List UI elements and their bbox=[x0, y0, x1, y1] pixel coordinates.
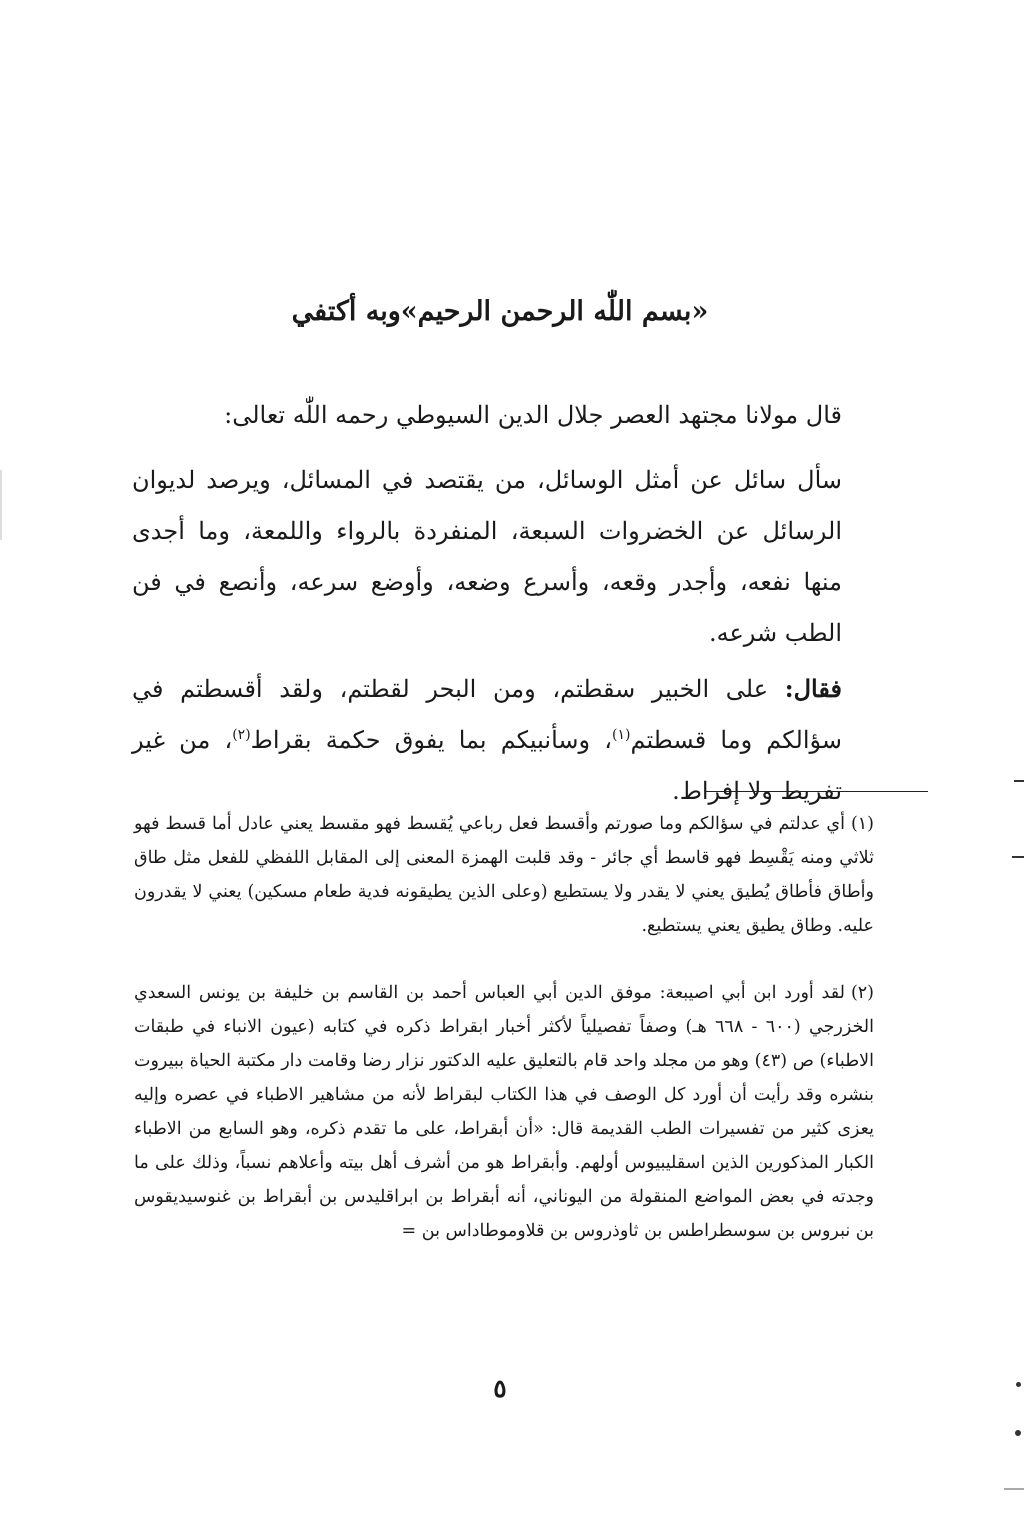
footnote-2 bbox=[134, 976, 874, 1248]
answer-lead-word: فقال: bbox=[784, 674, 842, 703]
answer-text-part2: ، وسأنبيكم بما يفوق حكمة بقراط bbox=[250, 726, 612, 754]
footnote-ref-1[interactable]: (١) bbox=[612, 727, 631, 743]
answer-text-part3: ، من غير تفريط ولا إفراط. bbox=[132, 726, 842, 805]
scan-edge-mark bbox=[1014, 780, 1024, 782]
answer-text-part1: على الخبير سقطتم، ومن البحر لقطتم، ولقد أقسطتم في سؤالكم وما قسطتم bbox=[132, 675, 843, 754]
paragraph-question: سأل سائل عن أمثل الوسائل، من يقتصد في المسائل، ويرصد لديوان الرسائل عن الخضروات السبعة، المنفردة بالرواء واللمعة، وما أجدى منها نفعه، وأجدر وقعه، وأسرع وضعه، وأوضع سرعه، وأنصع في فن الطب شرعه. bbox=[132, 466, 842, 647]
footnote-separator bbox=[706, 791, 928, 792]
basmala-heading: «بسم اللّٰه الرحمن الرحيم»وبه أكتفي bbox=[291, 296, 709, 327]
page-number: ٥ bbox=[493, 1374, 507, 1403]
scan-edge-mark bbox=[1015, 1430, 1021, 1436]
paragraph-answer bbox=[132, 663, 842, 817]
footnote-number: (١) bbox=[850, 814, 874, 834]
footnote-ref-2[interactable]: (٢) bbox=[232, 727, 251, 743]
footnote-text: أي عدلتم في سؤالكم وما صورتم وأقسط فعل رباعي يُقسط فهو مقسط يعني عادل أما قسط فهو ثلاثي ومنه يَقْسِط فهو قاسط أي جائر - وقد قلبت الهمزة المعنى إلى المقابل اللفظي للفعل مثل طاق وأطاق فأطاق يُطيق يعني لا يقدر ولا يستطيع (وعلى الذين يطيقونه فدية طعام مسكين) يعني لا يقدرون عليه. وطاق يطيق يعني يستطيع. bbox=[134, 814, 874, 936]
footnote-1 bbox=[134, 807, 874, 943]
intro-line: قال مولانا مجتهد العصر جلال الدين السيوطي رحمه اللّٰه تعالى: bbox=[224, 401, 842, 429]
scan-edge-mark bbox=[1012, 856, 1024, 858]
scan-edge-mark bbox=[1016, 1382, 1021, 1387]
footnote-number: (٢) bbox=[850, 983, 874, 1003]
scan-edge-mark bbox=[1004, 1488, 1024, 1490]
scan-edge-mark bbox=[0, 470, 2, 540]
footnote-text: لقد أورد ابن أبي اصيبعة: موفق الدين أبي العباس أحمد بن القاسم بن خليفة بن يونس السعدي الخزرجي (٦٠٠ - ٦٦٨ هـ) وصفاً تفصيلياً لأكثر أخبار ابقراط ذكره في كتابه (عيون الانباء في طبقات الاطباء) ص (٤٣) وهو من مجلد واحد قام بالتعليق عليه الدكتور نزار رضا وقامت دار مكتبة الحياة ببيروت بنشره وقد رأيت أن أورد كل الوصف في هذا الكتاب لبقراط لأنه من مشاهير الاطباء في عصره وإليه يعزى كثير من تفسيرات الطب القديمة قال: «أن أبقراط، على ما تقدم ذكره، وهو السابع من الاطباء الكبار المذكورين الذين اسقليبيوس أولهم. وأبقراط هو من أشرف أهل بيته وأعلاهم نسباً، وذلك على ما وجدته في بعض المواضع المنقولة من اليوناني، أنه أبقراط بن ابراقليدس بن أبقراط بن غنوسيديقوس بن نبروس بن سوسطراطس بن ثاوذروس بن قلاوموطاداس بن = bbox=[134, 983, 874, 1241]
